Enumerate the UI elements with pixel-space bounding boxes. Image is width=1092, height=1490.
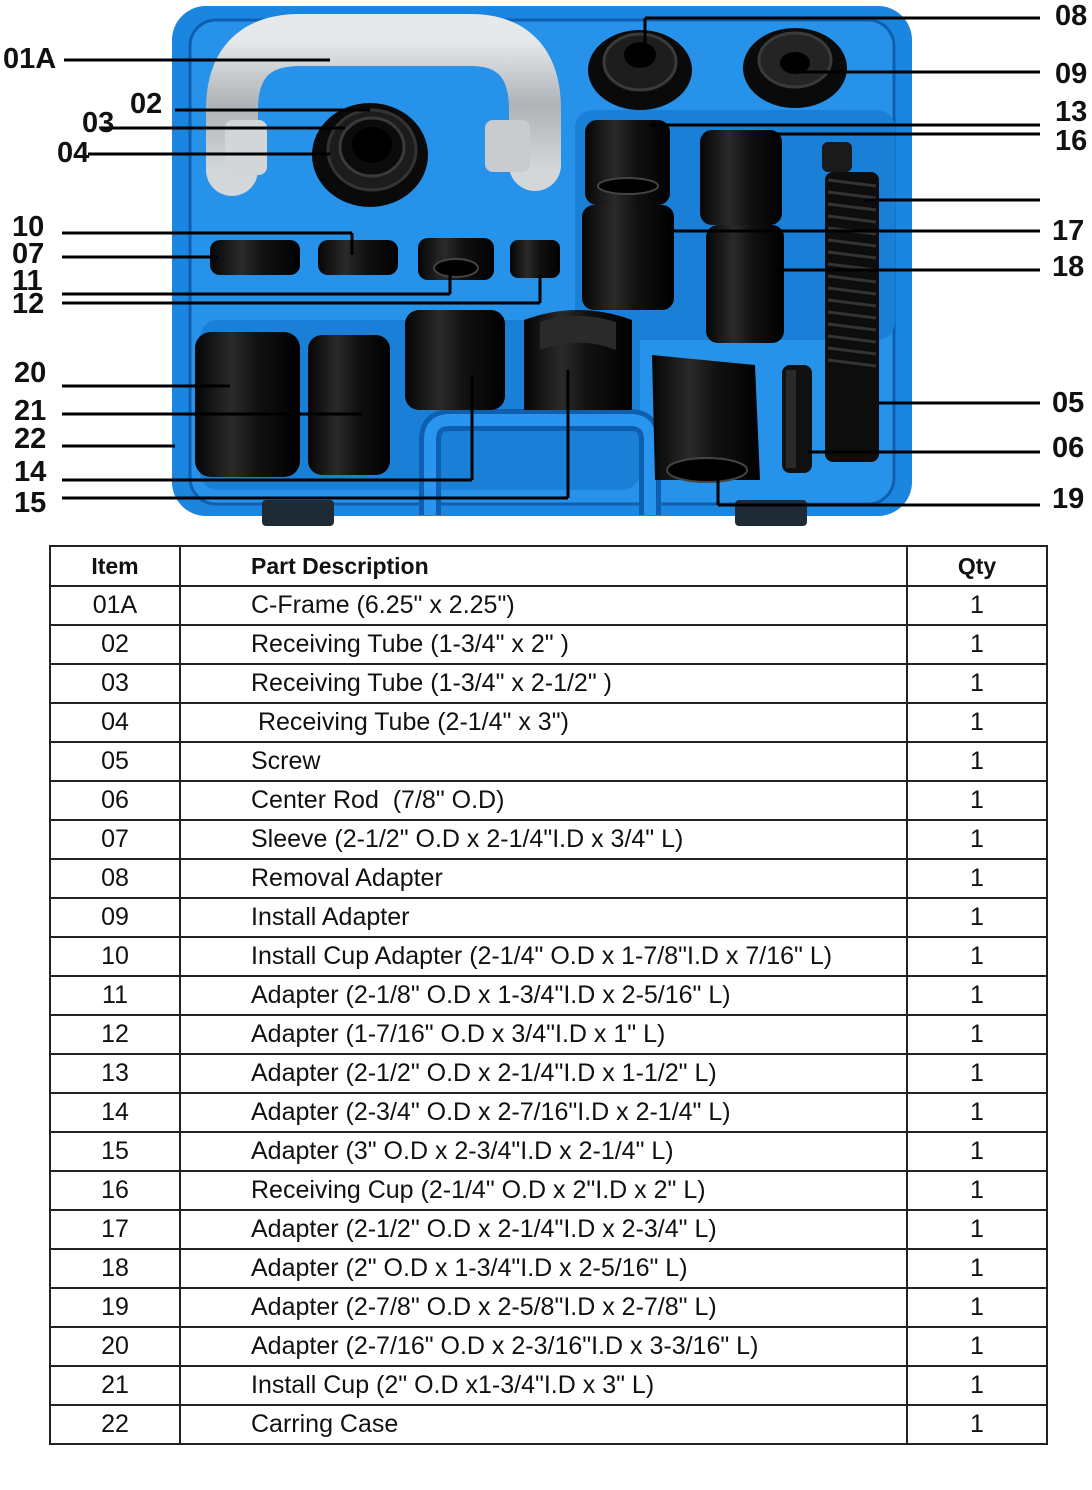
cell-item: 03 [50, 664, 180, 703]
cell-description: Adapter (2-1/8" O.D x 1-3/4"I.D x 2-5/16" L) [180, 976, 907, 1015]
cell-item: 20 [50, 1327, 180, 1366]
cell-description: Screw [180, 742, 907, 781]
table-row [50, 1015, 1047, 1054]
callout-16: 16 [1055, 125, 1088, 157]
callout-05: 05 [1052, 387, 1085, 419]
cell-item: 08 [50, 859, 180, 898]
cell-description: Install Adapter [180, 898, 907, 937]
table-row [50, 781, 1047, 820]
latch-left [262, 500, 334, 526]
callout-02: 02 [130, 88, 163, 120]
callout-06: 06 [1052, 432, 1085, 464]
table-row [50, 1405, 1047, 1444]
cell-item: 19 [50, 1288, 180, 1327]
cell-qty: 1 [907, 703, 1047, 742]
cell-item: 18 [50, 1249, 180, 1288]
cell-description: Receiving Tube (1-3/4" x 2-1/2" ) [180, 664, 907, 703]
cell-item: 09 [50, 898, 180, 937]
header-qty: Qty [907, 546, 1047, 586]
callout-20: 20 [14, 357, 47, 389]
table-row [50, 742, 1047, 781]
cell-description: Sleeve (2-1/2" O.D x 2-1/4"I.D x 3/4" L) [180, 820, 907, 859]
table-row [50, 703, 1047, 742]
cell-item: 17 [50, 1210, 180, 1249]
cell-description: Install Cup (2" O.D x1-3/4"I.D x 3" L) [180, 1366, 907, 1405]
removal-adapter [588, 30, 692, 110]
table-row [50, 1327, 1047, 1366]
table-row [50, 898, 1047, 937]
cell-item: 04 [50, 703, 180, 742]
cell-item: 16 [50, 1171, 180, 1210]
cell-description: Adapter (1-7/16" O.D x 3/4"I.D x 1" L) [180, 1015, 907, 1054]
header-item: Item [50, 546, 180, 586]
table-row [50, 1288, 1047, 1327]
cell-qty: 1 [907, 1249, 1047, 1288]
callout-07: 07 [12, 238, 45, 270]
callout-22: 22 [14, 423, 47, 455]
cell-item: 14 [50, 1093, 180, 1132]
cell-item: 07 [50, 820, 180, 859]
callout-18: 18 [1052, 251, 1085, 283]
cell-qty: 1 [907, 898, 1047, 937]
cell-description: Install Cup Adapter (2-1/4" O.D x 1-7/8"I.D x 7/16" L) [180, 937, 907, 976]
cell-qty: 1 [907, 1288, 1047, 1327]
cell-qty: 1 [907, 820, 1047, 859]
table-row [50, 1210, 1047, 1249]
cell-item: 10 [50, 937, 180, 976]
callout-01a: 01A [3, 43, 57, 75]
cell-qty: 1 [907, 664, 1047, 703]
callout-13: 13 [1055, 96, 1088, 128]
cell-qty: 1 [907, 1405, 1047, 1444]
cell-qty: 1 [907, 937, 1047, 976]
cell-description: Center Rod (7/8" O.D) [180, 781, 907, 820]
center-rod [782, 365, 812, 473]
cell-qty: 1 [907, 781, 1047, 820]
table-row [50, 664, 1047, 703]
callout-03: 03 [82, 107, 115, 139]
cell-item: 21 [50, 1366, 180, 1405]
table-row [50, 1093, 1047, 1132]
cell-description: Adapter (2" O.D x 1-3/4"I.D x 2-5/16" L) [180, 1249, 907, 1288]
callout-08: 08 [1055, 0, 1088, 32]
cell-description: Adapter (2-7/8" O.D x 2-5/8"I.D x 2-7/8" L) [180, 1288, 907, 1327]
table-row [50, 586, 1047, 625]
table-row [50, 1249, 1047, 1288]
cell-qty: 1 [907, 1132, 1047, 1171]
table-row [50, 976, 1047, 1015]
table-row [50, 937, 1047, 976]
cell-qty: 1 [907, 1210, 1047, 1249]
cell-item: 11 [50, 976, 180, 1015]
callout-14: 14 [14, 456, 47, 488]
cell-qty: 1 [907, 1015, 1047, 1054]
cell-item: 13 [50, 1054, 180, 1093]
callout-10: 10 [12, 211, 45, 243]
cell-description: Receiving Cup (2-1/4" O.D x 2"I.D x 2" L) [180, 1171, 907, 1210]
table-header-row [50, 546, 1047, 586]
cell-description: C-Frame (6.25" x 2.25") [180, 586, 907, 625]
cell-item: 06 [50, 781, 180, 820]
cell-description: Adapter (3" O.D x 2-3/4"I.D x 2-1/4" L) [180, 1132, 907, 1171]
screw [822, 142, 879, 462]
cell-qty: 1 [907, 586, 1047, 625]
parts-diagram [0, 0, 1092, 540]
callout-21: 21 [14, 395, 47, 427]
callout-19: 19 [1052, 483, 1085, 515]
cell-description: Adapter (2-3/4" O.D x 2-7/16"I.D x 2-1/4" L) [180, 1093, 907, 1132]
cell-description: Removal Adapter [180, 859, 907, 898]
callout-11: 11 [12, 265, 43, 297]
callout-15: 15 [14, 487, 47, 519]
table-row [50, 1171, 1047, 1210]
parts-table [49, 545, 1048, 1445]
cell-description: Carring Case [180, 1405, 907, 1444]
callout-09: 09 [1055, 58, 1088, 90]
cell-qty: 1 [907, 859, 1047, 898]
table-row [50, 1132, 1047, 1171]
header-description: Part Description [180, 546, 907, 586]
cell-description: Adapter (2-1/2" O.D x 2-1/4"I.D x 1-1/2" L) [180, 1054, 907, 1093]
table-row [50, 820, 1047, 859]
cell-item: 15 [50, 1132, 180, 1171]
cell-item: 02 [50, 625, 180, 664]
callout-12: 12 [12, 288, 45, 320]
cell-item: 22 [50, 1405, 180, 1444]
callout-17: 17 [1052, 215, 1085, 247]
table-row [50, 625, 1047, 664]
cell-item: 05 [50, 742, 180, 781]
cell-description: Receiving Tube (1-3/4" x 2" ) [180, 625, 907, 664]
cell-description: Adapter (2-7/16" O.D x 2-3/16"I.D x 3-3/16" L) [180, 1327, 907, 1366]
parts-table-body [50, 586, 1047, 1444]
cell-qty: 1 [907, 976, 1047, 1015]
cell-qty: 1 [907, 1366, 1047, 1405]
cell-qty: 1 [907, 625, 1047, 664]
cell-description: Adapter (2-1/2" O.D x 2-1/4"I.D x 2-3/4" L) [180, 1210, 907, 1249]
cell-qty: 1 [907, 1054, 1047, 1093]
table-row [50, 1366, 1047, 1405]
cell-qty: 1 [907, 1093, 1047, 1132]
cell-qty: 1 [907, 1171, 1047, 1210]
callout-04: 04 [57, 137, 90, 169]
install-adapter [743, 28, 847, 108]
cell-description: Receiving Tube (2-1/4" x 3") [180, 703, 907, 742]
cell-qty: 1 [907, 742, 1047, 781]
cell-item: 01A [50, 586, 180, 625]
table-row [50, 859, 1047, 898]
cell-qty: 1 [907, 1327, 1047, 1366]
table-row [50, 1054, 1047, 1093]
cell-item: 12 [50, 1015, 180, 1054]
